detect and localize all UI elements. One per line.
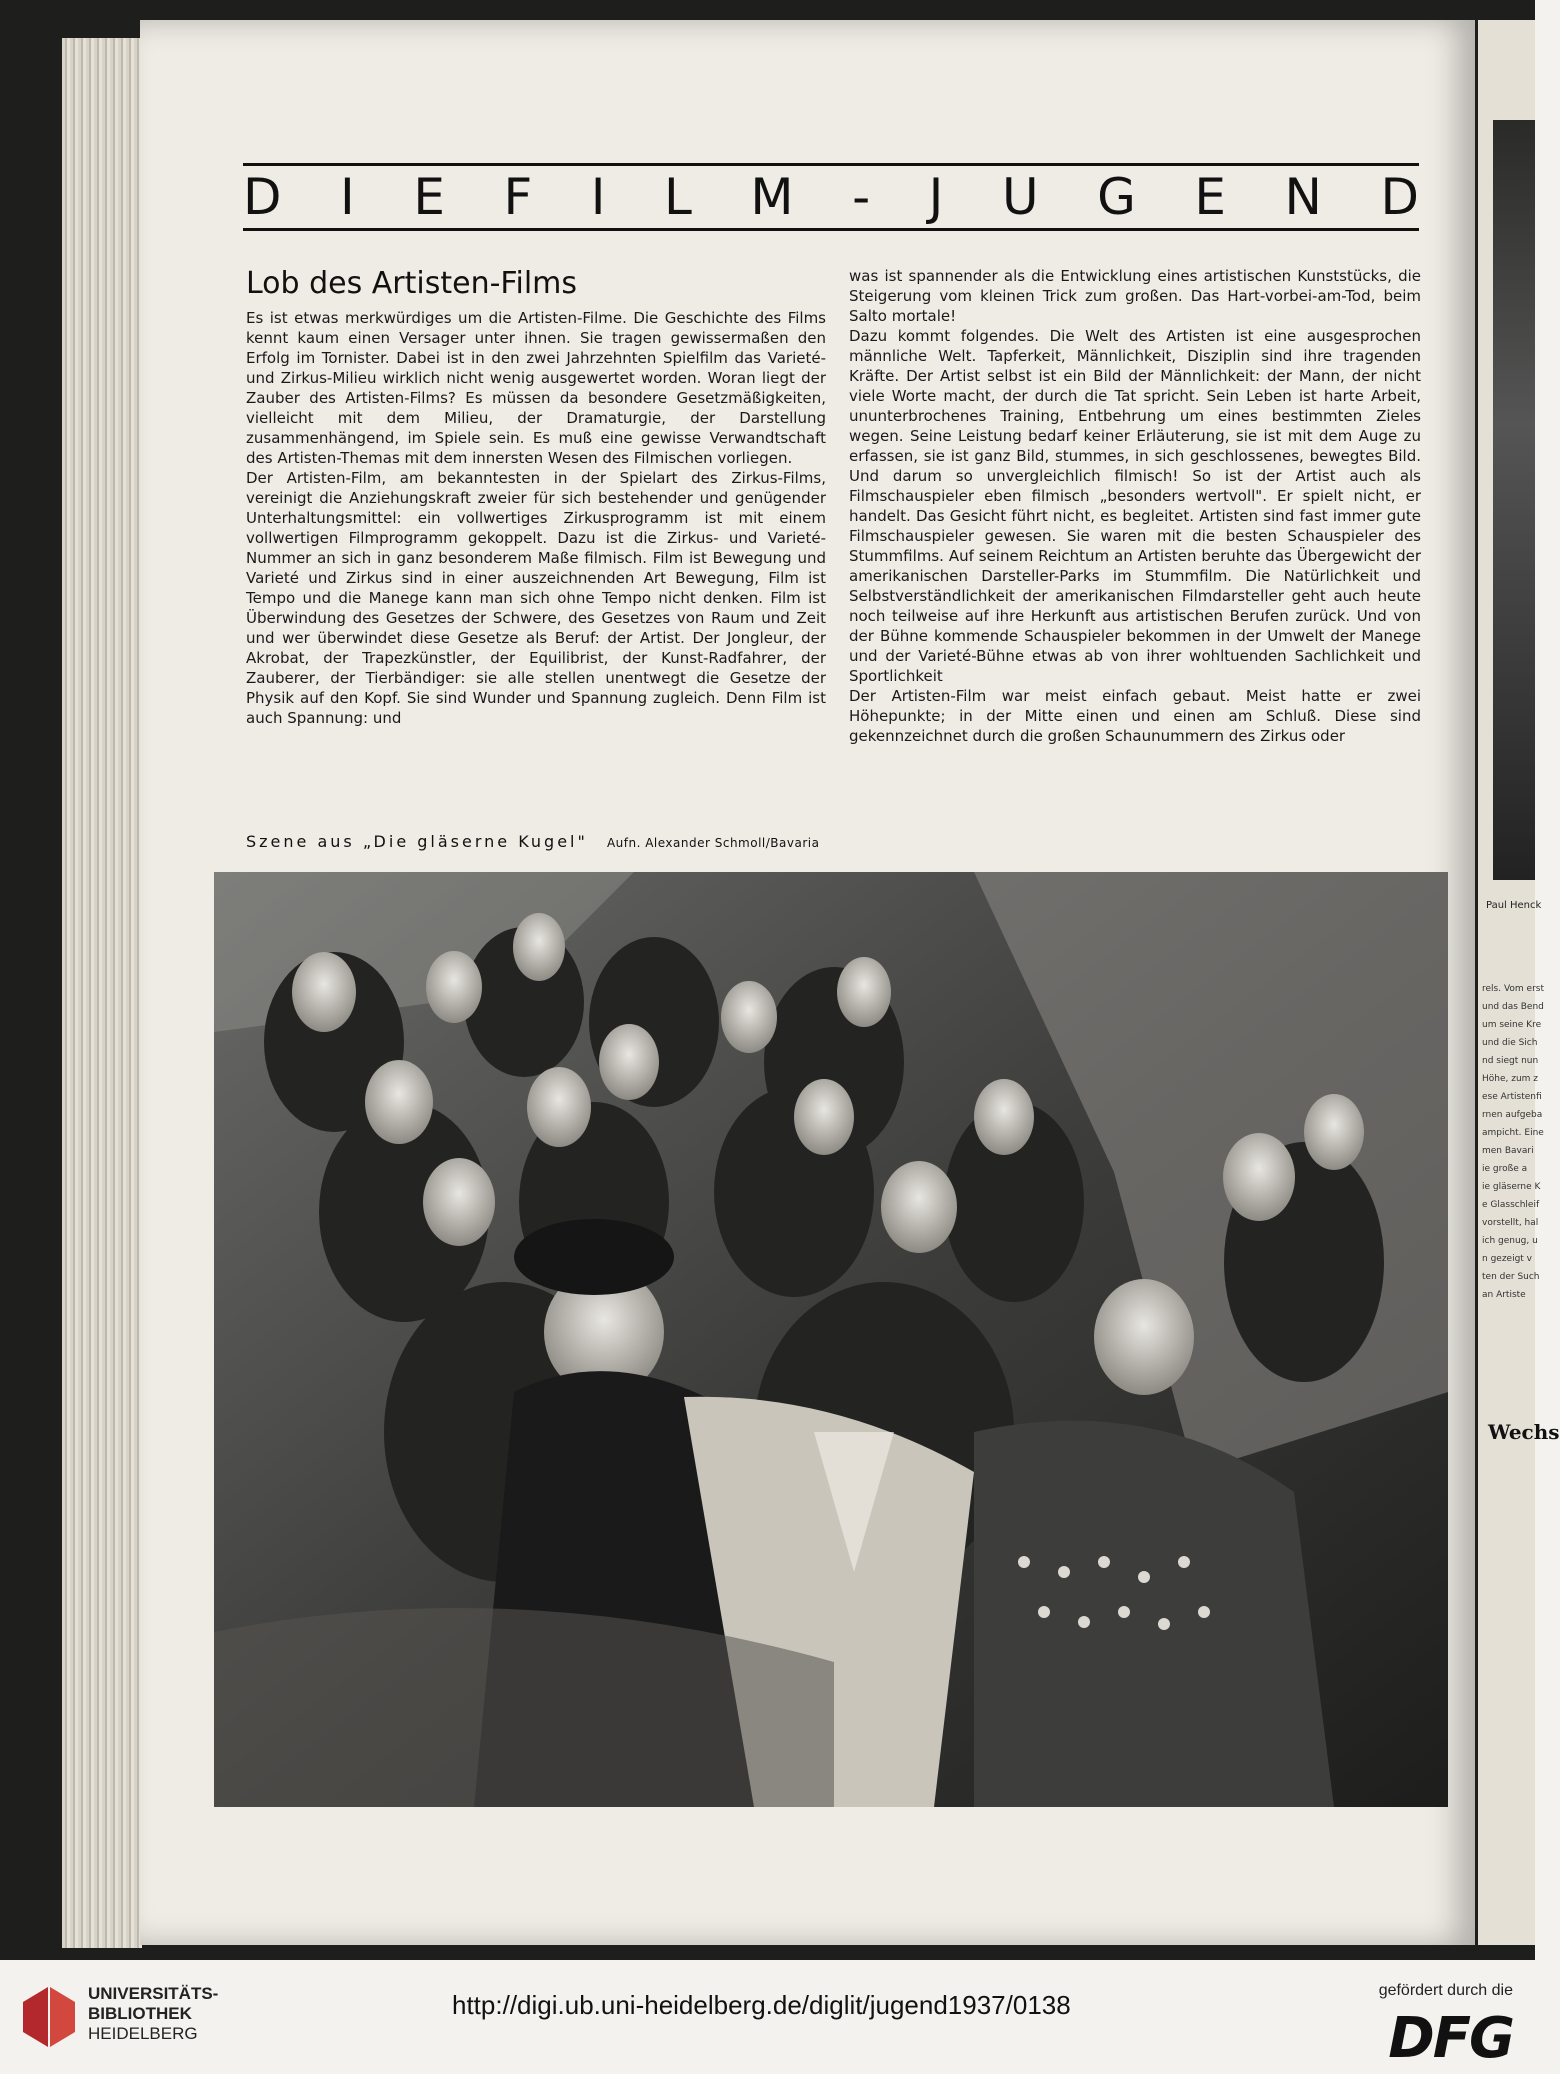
masthead-letter: F [503, 168, 533, 226]
adjacent-heading: Wechs [1488, 1420, 1560, 1444]
article-paragraph: Dazu kommt folgendes. Die Welt des Artisten ist eine ausgesprochen männliche Welt. Tapferkeit, Männlichkeit, Disziplin sind ihre tragenden Kräfte. Der Artist selbst ist ein Bild der Männlichkeit: der Mann, der nicht viele Worte macht, der durch die Tat spricht. Sein Leben ist harte Arbeit, ununterbrochenes Training, Entbehrung um eines bestimmten Zieles wegen. Seine Leistung bedarf keiner Erläuterung, sie ist mit dem Auge zu erfassen, sie ist ganz Bild, stummes, in sich geschlossenes, bewegtes Bild. Und darum so unvergleichlich filmisch! So ist der Artist auch als Filmschauspieler eben filmisch „besonders wertvoll". Er spielt nicht, er handelt. Das Gesicht führt nicht, es begleitet. Artisten sind fast immer gute Filmschauspieler gewesen. Sie waren mit die besten Schauspieler des Stummfilms. Auf seinem Reichtum an Artisten beruhte das Übergewicht der amerikanischen Darsteller-Parks im Stummfilm. Die Natürlichkeit und Selbstverständlichkeit der amerikanischen Filmdarsteller geht auch heute noch teilweise auf ihre Herkunft aus artistischen Berufen zurück. Und von der Bühne kommende Schauspieler bekommen in der Umwelt der Manege und der Varieté-Bühne etwas ab von ihrer wohltuenden Sachlichkeit und Sportlichkeit [849, 327, 1421, 685]
article-paragraph: Es ist etwas merkwürdiges um die Artisten-Filme. Die Geschichte des Films kennt kaum einen Versager unter ihnen. Sie tragen gewissermaßen den Erfolg im Tornister. Dabei ist in den zwei Jahrzehnten Spielfilm das Varieté- und Zirkus-Milieu wirklich nicht wenig ausgewertet worden. Woran liegt der Zauber des Artisten-Films? Es müssen da besondere Gesetzmäßigkeiten, vielleicht mit dem Milieu, der Dramaturgie, der Darstellung zusammenhängend, im Spiele sein. Es muß eine gewisse Verwandtschaft des Artisten-Themas mit dem innersten Wesen des Filmischen vorliegen. [246, 309, 826, 467]
article-column-left [246, 308, 826, 728]
ub-heidelberg-logo-icon [18, 1982, 78, 2052]
audience-scene-image [214, 872, 1448, 1807]
masthead-letter: J [928, 168, 944, 226]
masthead [243, 163, 1419, 231]
adjacent-caption: Paul Henck [1486, 900, 1542, 911]
photo-credit: Aufn. Alexander Schmoll/Bavaria [606, 836, 820, 850]
masthead-letter: E [413, 168, 445, 226]
institution-name: UNIVERSITÄTS- BIBLIOTHEK HEIDELBERG [88, 1984, 219, 2043]
masthead-letter: L [664, 168, 692, 226]
article-title: Lob des Artisten-Films [246, 266, 578, 301]
footer-bar [0, 1960, 1535, 2074]
source-url-link[interactable]: http://digi.ub.uni-heidelberg.de/diglit/jugend1937/0138 [452, 1990, 1071, 2020]
masthead-letter: E [1194, 168, 1226, 226]
masthead-letter: M [750, 168, 794, 226]
dfg-logo: DFG [1388, 2006, 1513, 2071]
masthead-letter: G [1097, 168, 1136, 226]
masthead-letter: N [1284, 168, 1322, 226]
masthead-letter: D [243, 168, 282, 226]
article-paragraph: Der Artisten-Film war meist einfach gebaut. Meist hatte er zwei Höhepunkte; in der Mitte einen und einen am Schluß. Diese sind gekennzeichnet durch die großen Schaunummern des Zirkus oder [849, 687, 1421, 745]
scene-photo [214, 872, 1448, 1807]
funder-label: gefördert durch die [1378, 1982, 1513, 1999]
photo-caption [246, 832, 819, 851]
article-paragraph: was ist spannender als die Entwicklung eines artistischen Kunststücks, die Steigerung vom kleinen Trick zum großen. Das Hart-vorbei-am-Tod, beim Salto mortale! [849, 267, 1421, 325]
masthead-letter: I [340, 168, 355, 226]
caption-title: Szene aus „Die gläserne Kugel" [246, 832, 588, 851]
masthead-letter: U [1001, 168, 1039, 226]
masthead-letter: D [1380, 168, 1419, 226]
adjacent-page: Paul Henck rels. Vom erst und das Bend um seine Kre und die Sich nd siegt nun Höhe, zum z ese Artistenfi rnen aufgeba ampicht. Eine men Bavari ie große a ie gläserne K e Glasschleif vorstellt, hal ich genug, u n gezeigt v ten der Such an Artiste Wechs [1478, 20, 1535, 1945]
article-paragraph: Der Artisten-Film, am bekanntesten in der Spielart des Zirkus-Films, vereinigt die Anziehungskraft zweier für sich bestehender und genügender Unterhaltungsmittel: ein vollwertiges Zirkusprogramm ist mit einem vollwertigen Filmprogramm gekoppelt. Dazu ist die Zirkus- und Varieté-Nummer an sich in ganz besonderem Maße filmisch. Film ist Bewegung und Varieté und Zirkus sind in einer auszeichnenden Art Bewegung, Film ist Tempo und die Manege kann man sich ohne Tempo nicht denken. Film ist Überwindung des Gesetzes der Schwere, des Gesetzes von Raum und Zeit und wer überwindet diese Gesetze als Beruf: der Artist. Der Jongleur, der Akrobat, der Trapezkünstler, der Equilibrist, der Kunst-Radfahrer, der Zauberer, der Tierbändiger: sie alle stellen unentwegt die Gesetze der Physik auf den Kopf. Sie sind Wunder und Spannung zugleich. Denn Film ist auch Spannung: und [246, 469, 826, 727]
masthead-letter: I [590, 168, 606, 226]
book-page-edges [62, 38, 142, 1948]
article-column-right [849, 266, 1421, 746]
adjacent-photo [1493, 120, 1535, 880]
masthead-letter: - [852, 168, 871, 226]
